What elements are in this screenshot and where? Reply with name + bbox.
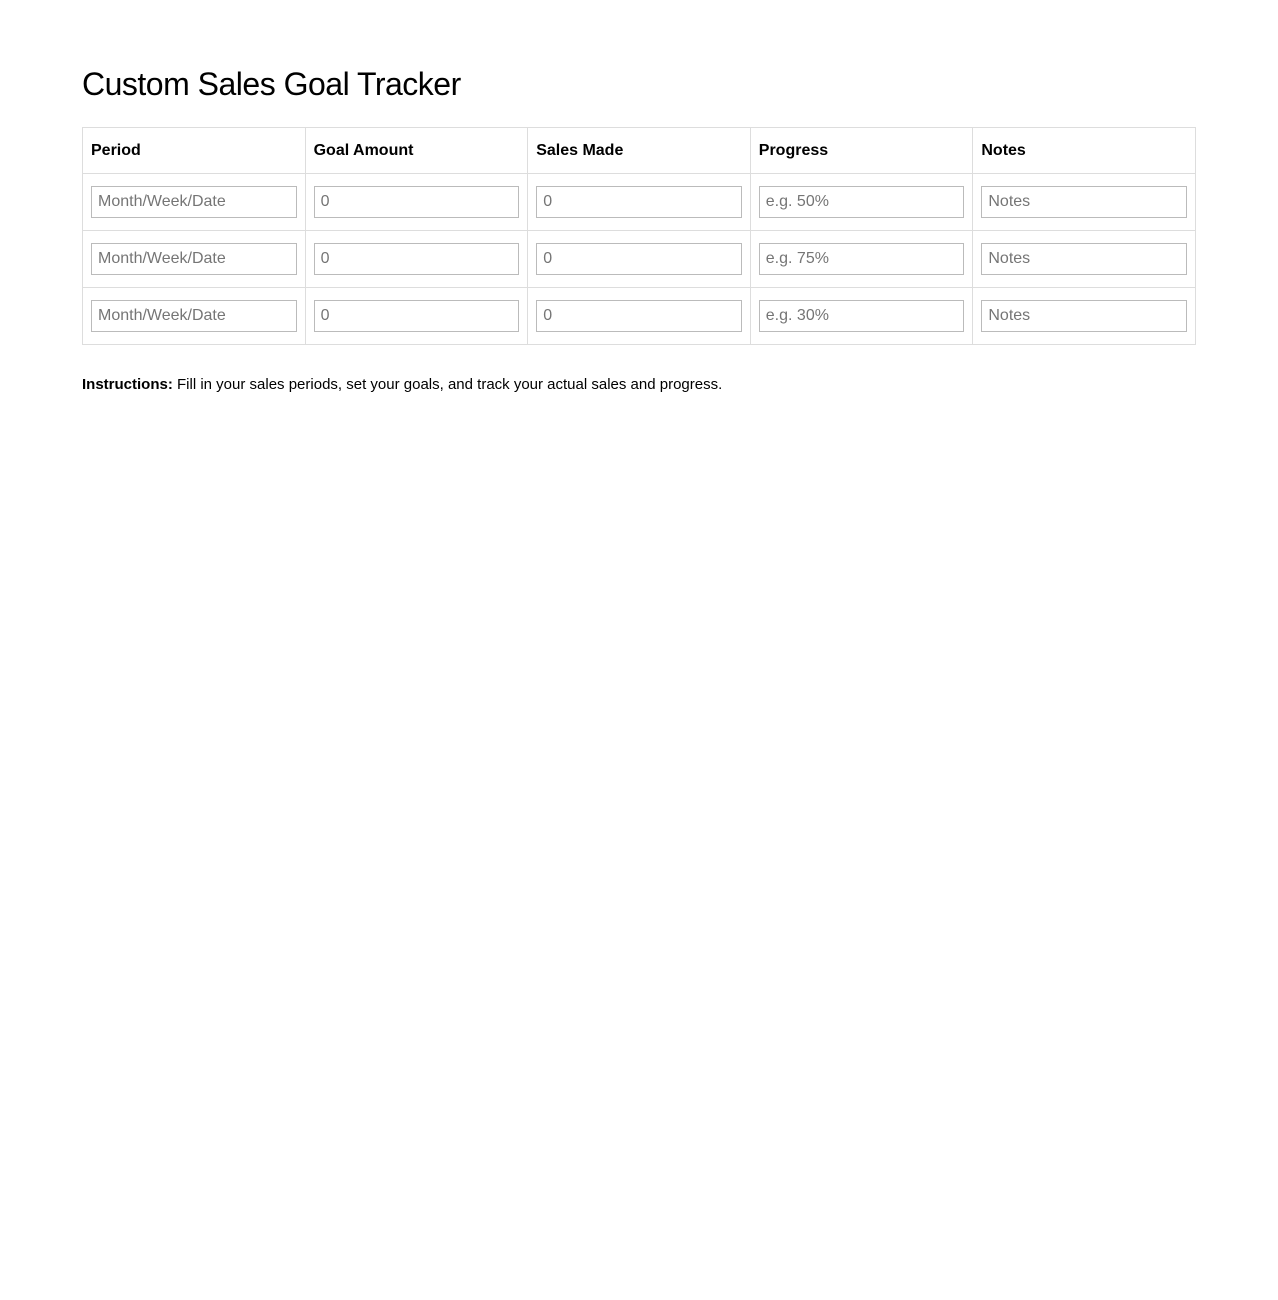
table-header-row (83, 128, 1196, 174)
goal-amount-input[interactable] (314, 243, 520, 275)
sales-goal-table (82, 127, 1196, 345)
notes-input[interactable] (981, 186, 1187, 218)
sales-made-input[interactable] (536, 243, 742, 275)
column-header-notes: Notes (973, 128, 1196, 174)
column-header-progress: Progress (750, 128, 973, 174)
progress-input[interactable] (759, 186, 965, 218)
notes-input[interactable] (981, 300, 1187, 332)
instructions-text (82, 376, 1196, 394)
table-body (83, 174, 1196, 345)
column-header-goal-amount: Goal Amount (305, 128, 528, 174)
page-container (0, 0, 1278, 394)
goal-amount-input[interactable] (314, 300, 520, 332)
sales-made-input[interactable] (536, 186, 742, 218)
instructions-body: Fill in your sales periods, set your goals, and track your actual sales and progress. (172, 376, 723, 393)
goal-amount-input[interactable] (314, 186, 520, 218)
table-row (83, 288, 1196, 345)
column-header-period: Period (83, 128, 306, 174)
table-cell-notes (973, 174, 1196, 231)
table-cell-sales-made (528, 174, 751, 231)
period-input[interactable] (91, 186, 297, 218)
table-row (83, 174, 1196, 231)
table-cell-sales-made (528, 231, 751, 288)
table-cell-notes (973, 231, 1196, 288)
progress-input[interactable] (759, 300, 965, 332)
instructions-label: Instructions: (82, 376, 173, 393)
table-cell-period (83, 174, 306, 231)
period-input[interactable] (91, 300, 297, 332)
sales-made-input[interactable] (536, 300, 742, 332)
table-cell-progress (750, 288, 973, 345)
table-cell-progress (750, 231, 973, 288)
period-input[interactable] (91, 243, 297, 275)
table-cell-goal-amount (305, 231, 528, 288)
table-cell-goal-amount (305, 288, 528, 345)
table-header (83, 128, 1196, 174)
table-cell-period (83, 231, 306, 288)
table-cell-sales-made (528, 288, 751, 345)
notes-input[interactable] (981, 243, 1187, 275)
table-cell-progress (750, 174, 973, 231)
page-title: Custom Sales Goal Tracker (82, 66, 461, 102)
progress-input[interactable] (759, 243, 965, 275)
table-cell-period (83, 288, 306, 345)
table-cell-goal-amount (305, 174, 528, 231)
column-header-sales-made: Sales Made (528, 128, 751, 174)
table-cell-notes (973, 288, 1196, 345)
table-row (83, 231, 1196, 288)
